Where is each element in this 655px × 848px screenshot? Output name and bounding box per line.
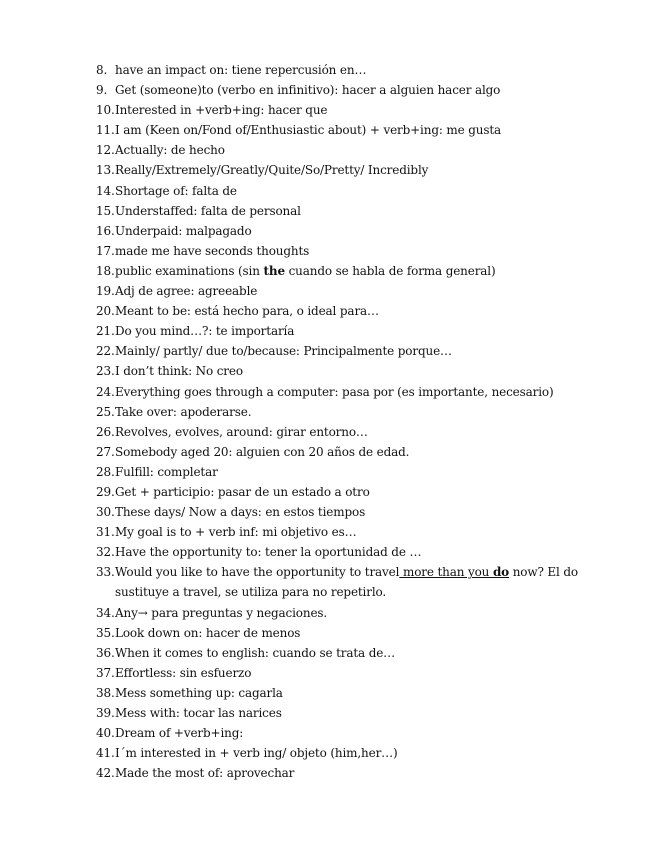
list-item — [96, 763, 616, 783]
list-item — [96, 60, 616, 80]
item-text: Mess with: tocar las narices — [115, 706, 282, 720]
item-number: 26. — [96, 424, 115, 439]
list-item — [96, 562, 616, 602]
item-text: Really/Extremely/Greatly/Quite/So/Pretty/ Incredibly — [115, 163, 429, 178]
list-item — [96, 321, 616, 341]
item-text: Look down on: hacer de menos — [115, 625, 301, 640]
list-item — [96, 160, 616, 180]
item-number: 9. — [96, 83, 108, 98]
list-item — [96, 522, 616, 542]
item-number: 34. — [96, 605, 115, 620]
list-item — [96, 341, 616, 361]
list-item — [96, 120, 616, 140]
item-number: 24. — [96, 384, 115, 399]
item-number: 42. — [96, 766, 115, 781]
item-text: Do you mind…?: te importaría — [115, 324, 295, 339]
item-text: I´m interested in + verb ing/ objeto (him,her…) — [115, 746, 398, 761]
item-number: 39. — [96, 706, 115, 720]
item-text-bold-underlined: do — [492, 565, 510, 580]
item-number: 38. — [96, 685, 115, 700]
list-item — [96, 422, 616, 442]
item-number: 19. — [96, 284, 115, 299]
item-text: Fulfill: completar — [115, 464, 218, 479]
item-number: 28. — [96, 464, 115, 479]
item-text: I don’t think: No creo — [115, 364, 243, 379]
list-item — [96, 683, 616, 703]
list-item — [96, 723, 616, 743]
item-number: 30. — [96, 505, 115, 520]
item-text: I am (Keen on/Fond of/Enthusiastic about) + verb+ing: me gusta — [115, 123, 502, 138]
item-number: 23. — [96, 364, 115, 379]
list-item — [96, 462, 616, 482]
item-number: 22. — [96, 344, 115, 359]
item-number: 8. — [96, 63, 108, 77]
list-item — [96, 502, 616, 522]
list-item — [96, 382, 616, 402]
item-text-bold: the — [263, 263, 285, 278]
list-item — [96, 663, 616, 683]
item-text-part: cuando se habla de forma general) — [284, 263, 496, 278]
list-item — [96, 623, 616, 643]
item-text: made me have seconds thoughts — [115, 243, 310, 258]
item-text-part: Would you like to have the opportunity to travel — [115, 565, 400, 580]
item-number: 37. — [96, 665, 115, 680]
list-item — [96, 402, 616, 422]
item-number: 15. — [96, 203, 115, 218]
list-item — [96, 482, 616, 502]
list-item — [96, 743, 616, 763]
list-item — [96, 643, 616, 663]
list-item — [96, 603, 616, 623]
item-text: Actually: de hecho — [115, 143, 225, 158]
item-text: Get (someone)to (verbo en infinitivo): hacer a alguien hacer algo — [115, 83, 501, 98]
list-item — [96, 241, 616, 261]
list-item — [96, 261, 616, 281]
item-text: Shortage of: falta de — [115, 183, 237, 198]
item-number: 17. — [96, 243, 115, 258]
list-item — [96, 301, 616, 321]
item-text: When it comes to english: cuando se trata de… — [115, 645, 396, 660]
list-item — [96, 703, 616, 723]
item-number: 14. — [96, 183, 115, 198]
item-number: 29. — [96, 484, 115, 499]
list-item — [96, 281, 616, 301]
item-number: 10. — [96, 103, 115, 118]
item-text: Everything goes through a computer: pasa por (es importante, necesario) — [115, 384, 554, 399]
list-item — [96, 140, 616, 160]
item-text: Any→ para preguntas y negaciones. — [115, 605, 328, 620]
item-text: Revolves, evolves, around: girar entorno… — [115, 424, 368, 439]
item-number: 40. — [96, 726, 115, 741]
list-item — [96, 221, 616, 241]
item-number: 11. — [96, 123, 115, 138]
item-number: 41. — [96, 746, 115, 761]
vocabulary-list — [96, 60, 616, 783]
list-item — [96, 181, 616, 201]
item-text — [115, 261, 616, 281]
list-item — [96, 442, 616, 462]
item-number: 27. — [96, 444, 115, 459]
item-text: Mainly/ partly/ due to/because: Principalmente porque… — [115, 344, 452, 359]
item-text: Understaffed: falta de personal — [115, 203, 301, 218]
item-text: Take over: apoderarse. — [115, 404, 252, 419]
item-text: have an impact on: tiene repercusión en… — [115, 63, 367, 77]
item-number: 18. — [96, 263, 115, 278]
item-text-part: now? El do — [509, 565, 579, 580]
item-number: 25. — [96, 404, 115, 419]
item-text: Dream of +verb+ing: — [115, 726, 244, 741]
item-text-continuation: sustituye a travel, se utiliza para no repetirlo. — [115, 585, 387, 600]
list-item — [96, 361, 616, 381]
item-number: 32. — [96, 545, 115, 560]
item-text: Mess something up: cagarla — [115, 685, 283, 700]
item-text-part: public examinations (sin — [115, 263, 264, 278]
item-number: 35. — [96, 625, 115, 640]
item-number: 33. — [96, 565, 115, 580]
item-number: 36. — [96, 645, 115, 660]
item-text: Made the most of: aprovechar — [115, 766, 295, 781]
item-text: Effortless: sin esfuerzo — [115, 665, 252, 680]
item-text: Interested in +verb+ing: hacer que — [115, 103, 328, 118]
item-text: Adj de agree: agreeable — [115, 284, 258, 299]
item-text-underlined: more than you — [399, 565, 493, 580]
item-text: Somebody aged 20: alguien con 20 años de edad. — [115, 444, 410, 459]
list-item — [96, 80, 616, 100]
list-item — [96, 542, 616, 562]
item-number: 21. — [96, 324, 115, 339]
item-text: My goal is to + verb inf: mi objetivo es… — [115, 525, 357, 540]
item-text: Get + participio: pasar de un estado a otro — [115, 484, 370, 499]
list-item — [96, 201, 616, 221]
item-number: 31. — [96, 525, 115, 540]
item-text: Have the opportunity to: tener la oportunidad de … — [115, 545, 422, 560]
item-number: 16. — [96, 223, 115, 238]
list-item — [96, 100, 616, 120]
item-number: 13. — [96, 163, 115, 178]
item-text: Meant to be: está hecho para, o ideal para… — [115, 304, 379, 319]
item-text: These days/ Now a days: en estos tiempos — [115, 505, 366, 520]
item-number: 12. — [96, 143, 115, 158]
item-number: 20. — [96, 304, 115, 319]
item-text — [115, 562, 616, 602]
item-text: Underpaid: malpagado — [115, 223, 252, 238]
